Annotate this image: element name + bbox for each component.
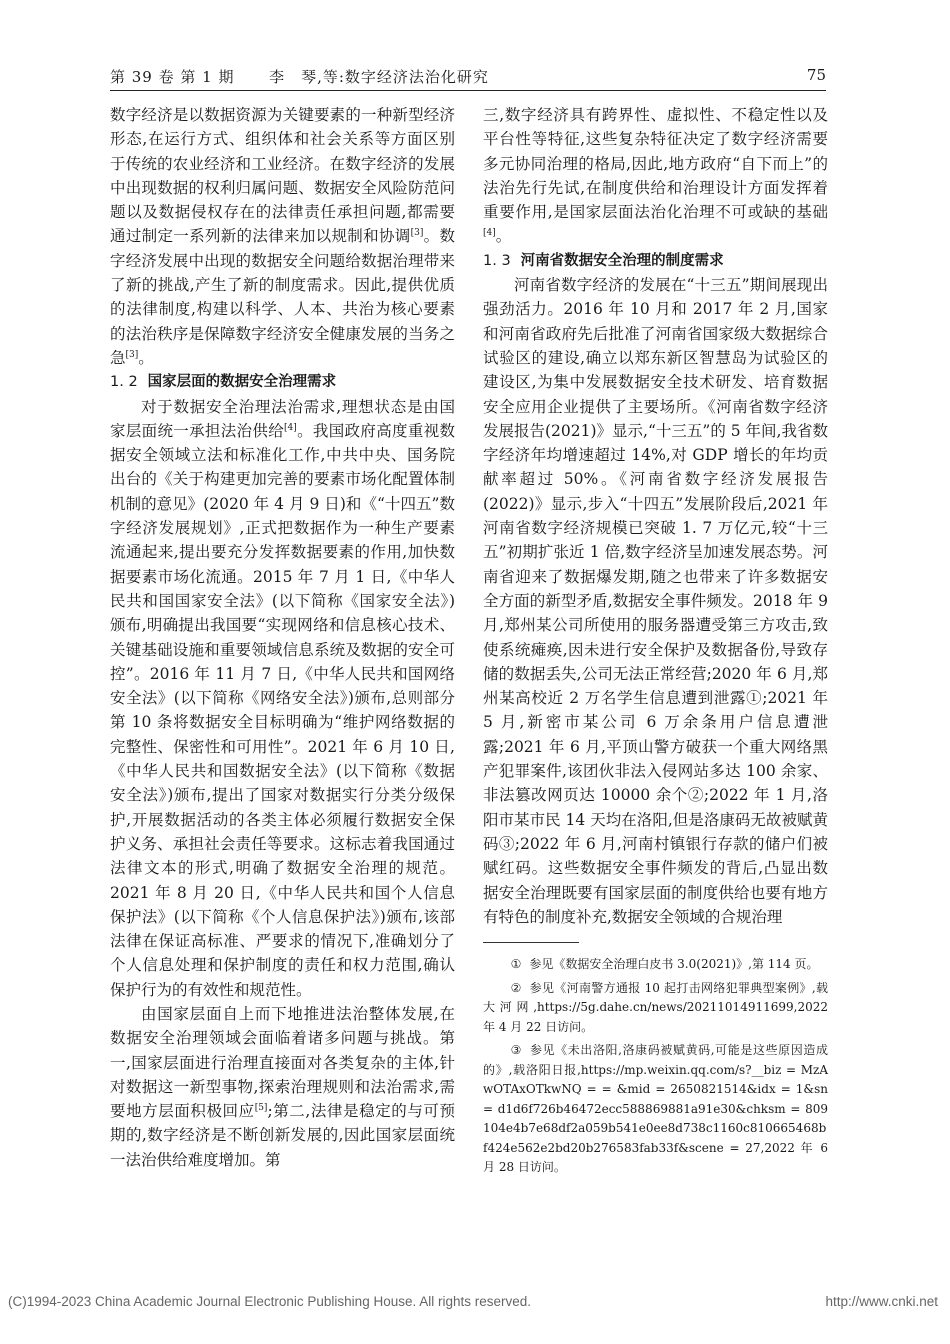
left-column xyxy=(110,103,455,1172)
site-link[interactable]: http://www.cnki.net xyxy=(825,1294,938,1309)
copyright-notice: (C)1994-2023 China Academic Journal Electronic Publishing House. All rights reserved. xyxy=(8,1294,532,1309)
footnote-mark: ③ xyxy=(498,834,515,853)
footnote-2: ② 参见《河南警方通报 10 起打击网络犯罪典型案例》,载大河网,https://5g.dahe.cn/news/20211014911699,2022 年 4 月 22 日访问。 xyxy=(483,980,828,1034)
paragraph-henan: 河南省数字经济的发展在“十三五”期间展现出强劲活力。2016 年 10 月和 2017 年 2 月,国家和河南省政府先后批准了河南省国家级大数据综合试验区的建设,确立以郑东新区智慧岛为试验区的建设区,为集中发展数据安全技术研发、培育数据安全应用企业提供了主要场所。《河南省数字经济发展报告(2021)》显示,“十三五”的 5 年间,我省数字经济年均增速超过 14%,对 GDP 增长的年均贡献率超过 50%。《河南省数字经济发展报告(2022)》显示,步入“十四五”发展阶段后,2021 年河南省数字经济规模已突破 1. 7 万亿元,较“十三五”初期扩张近 1 倍,数字经济呈加速发展态势。河南省迎来了数据爆发期,随之也带来了许多数据安全方面的新型矛盾,数据安全事件频发。2018 年 9 月,郑州某公司所使用的服务器遭受第三方攻击,致使系统瘫痪,因未进行安全保护及数据备份,导致存储的数据丢失,公司无法正常经营;2020 年 6 月,郑州某高校近 2 万名学生信息遭到泄露①;2021 年 5 月,新密市某公司 6 万余条用户信息遭泄露;2021 年 6 月,平顶山警方破获一个重大网络黑产犯罪案件,该团伙非法入侵网站多达 100 余家、非法篡改网页达 10000 余个②;2022 年 1 月,洛阳市某市民 14 天均在洛阳,但是洛康码无故被赋黄码③;2022 年 6 月,河南村镇银行存款的储户们被赋红码。这些数据安全事件频发的背后,凸显出数据安全治理既要有国家层面的制度供给也要有地方有特色的制度补充,数据安全领域的合规治理 xyxy=(483,276,828,926)
running-title: 李 琴,等:数字经济法治化研究 xyxy=(269,68,489,86)
paragraph-local-governance: 三,数字经济具有跨界性、虚拟性、不稳定性以及平台性等特征,这些复杂特征决定了数字经济需要多元协同治理的格局,因此,地方政府“自下而上”的法治先行先试,在制度供给和治理设计方面发挥着重要作用,是国家层面法治化治理不可或缺的基础[4]。 xyxy=(483,106,828,246)
section-heading-1-2: 1. 2 国家层面的数据安全治理需求 xyxy=(110,374,337,391)
footnote-mark: ① xyxy=(746,689,763,708)
section-heading-1-3: 1. 3 河南省数据安全治理的制度需求 xyxy=(483,252,724,269)
page-number: 75 xyxy=(806,66,826,84)
footnote-mark: ② xyxy=(687,786,704,805)
header-rule xyxy=(110,90,826,91)
citation-4: [4] xyxy=(284,422,297,433)
citation-4: [4] xyxy=(483,228,496,239)
paragraph-national-level: 对于数据安全治理法治需求,理想状态是由国家层面统一承担法治供给[4]。我国政府高度重视数据安全领域立法和标准化工作,中共中央、国务院出台的《关于构建更加完善的要素市场化配置体制机制的意见》(2020 年 4 月 9 日)和《“十四五”数字经济发展规划》,正式把数据作为一种生产要素流通起来,提出要充分发挥数据要素的作用,加快数据要素市场化流通。2015 年 7 月 1 日,《中华人民共和国国家安全法》(以下简称《国家安全法》)颁布,明确提出我国要“实现网络和信息核心技术、关键基础设施和重要领域信息系统及数据的安全可控”。2016 年 11 月 7 日,《中华人民共和国网络安全法》(以下简称《网络安全法》)颁布,总则部分第 10 条将数据安全目标明确为“维护网络数据的完整性、保密性和可用性”。2021 年 6 月 10 日,《中华人民共和国数据安全法》(以下简称《数据安全法》)颁布,提出了国家对数据实行分类分级保护,开展数据活动的各类主体必须履行数据安全保护义务、承担社会责任等要求。这标志着我国通过法律文本的形式,明确了数据安全治理的规范。2021 年 8 月 20 日,《中华人民共和国个人信息保护法》(以下简称《个人信息保护法》)颁布,该部法律在保证高标准、严要求的情况下,准确划分了个人信息处理和保护制度的责任和权力范围,确认保护行为的有效性和规范性。 xyxy=(110,397,455,999)
footnote-3: ③ 参见《未出洛阳,洛康码被赋黄码,可能是这些原因造成的》,载洛阳日报,https://mp.weixin.qq.com/s?__biz = MzAwOTAxOTkwNQ = = &mid = 2650821514&idx = 1&sn = d1d6f726b46472ecc588869881a91e30&chksm = 809104e4b7e68df2a059b541e0ee8d738c1160c810665468bf424e562e2bd20b276583fab33f&scene = 27,2022 年 6 月 28 日访问。 xyxy=(483,1043,828,1175)
paragraph-digital-economy: 数字经济是以数据资源为关键要素的一种新型经济形态,在运行方式、组织体和社会关系等方面区别于传统的农业经济和工业经济。在数字经济的发展中出现数据的权利归属问题、数据安全风险防范问题以及数据侵权存在的法律责任承担问题,都需要通过制定一系列新的法律来加以规制和协调[3]。数字经济发展中出现的数据安全问题给数据治理带来了新的挑战,产生了新的制度需求。因此,提供优质的法律制度,构建以科学、人本、共治为核心要素的法治秩序是保障数字经济安全健康发展的当务之急[3]。 xyxy=(110,106,455,367)
journal-issue-and-author xyxy=(110,66,489,87)
citation-3: [3] xyxy=(125,349,139,360)
paragraph-challenges: 由国家层面自上而下地推进法治整体发展,在数据安全治理领域会面临着诸多问题与挑战。第一,国家层面进行治理直接面对各类复杂的主体,针对数据这一新型事物,探索治理规则和法治需求,需要地方层面积极回应[5];第二,法律是稳定的与可预期的,数字经济是不断创新发展的,因此国家层面统一法治供给难度增加。第 xyxy=(110,1004,455,1169)
journal-issue: 第 39 卷 第 1 期 xyxy=(110,68,235,86)
running-header xyxy=(110,64,826,92)
right-column xyxy=(483,103,828,1182)
citation-3: [3] xyxy=(410,228,424,239)
footnote-rule xyxy=(483,942,579,943)
citation-5: [5] xyxy=(254,1103,268,1114)
footnote-1: ① 参见《数据安全治理白皮书 3.0(2021)》,第 114 页。 xyxy=(510,957,819,972)
